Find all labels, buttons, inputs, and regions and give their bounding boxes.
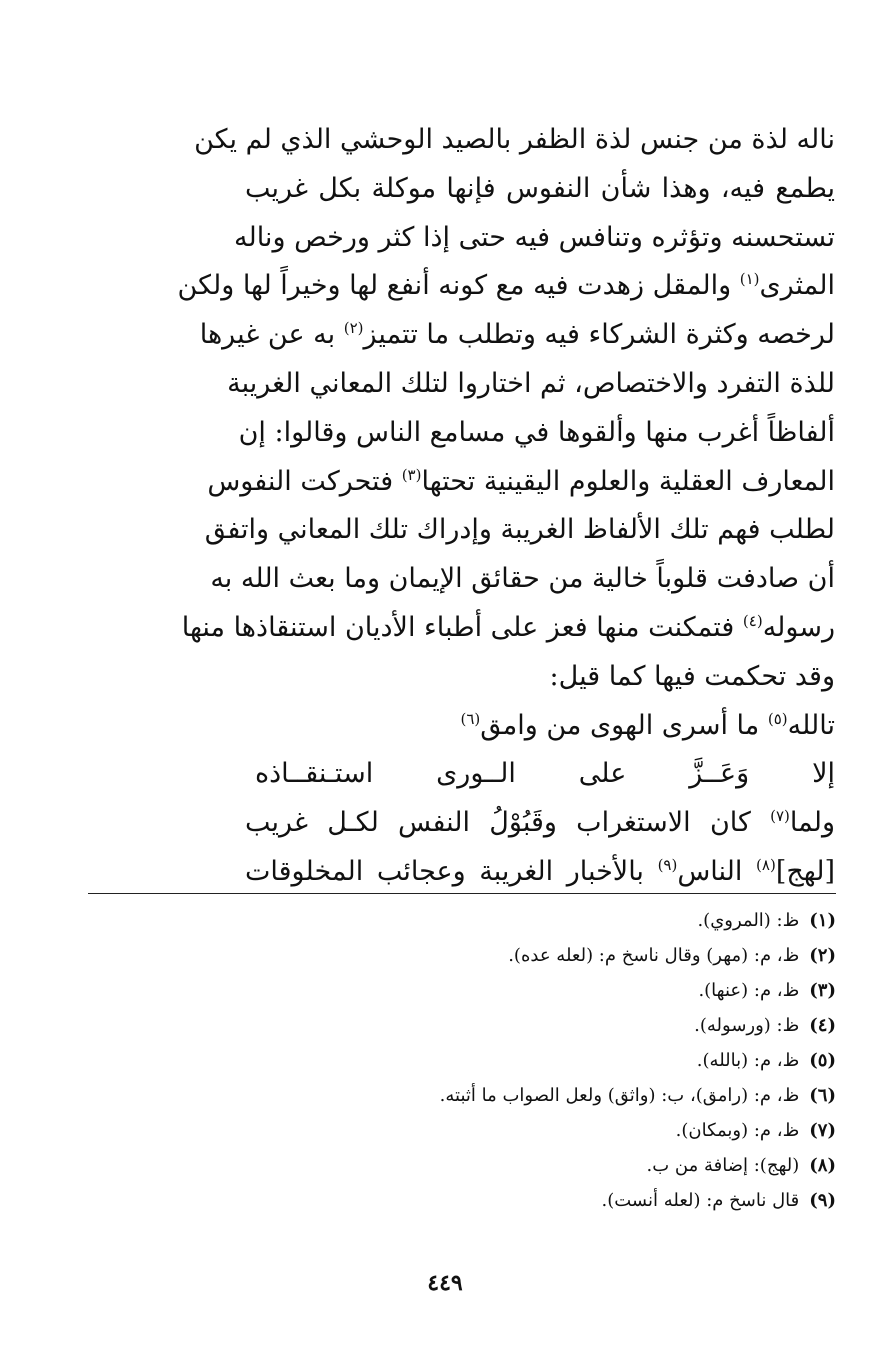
text-line-3: تستحسنه وتؤثره وتنافس فيه حتى إذا كثر ورخص وناله — [234, 221, 835, 253]
text-line-11: رسوله$^{(٤)}$ فتمكنت منها فعز على أطباء الأديان استنقاذها منها — [181, 611, 835, 643]
footnote-number: (٤) — [809, 1015, 836, 1036]
footnote-ref-2: (٢) — [343, 319, 364, 338]
footnote-text: ظ، م: (مهر) وقال ناسخ م: (لعله عده). — [508, 945, 800, 966]
footnote-ref-5: (٥) — [767, 709, 788, 728]
text-line-6: للذة التفرد والاختصاص، ثم اختاروا لتلك المعاني الغريبة — [227, 367, 835, 399]
footnote-text: ظ، م: (وبمكان). — [675, 1120, 800, 1141]
text-line-7: ألفاظاً أغرب منها وألقوها في مسامع الناس وقالوا: إن — [238, 416, 835, 448]
footnote-ref-8: (٨) — [756, 855, 776, 874]
footnote-number: (٥) — [809, 1050, 836, 1071]
text-line-4: المثرى$^{(١)}$ والمقل زهدت فيه مع كونه أنفع لها وخيراً لها ولكن — [177, 270, 835, 302]
footnote-number: (٣) — [809, 980, 836, 1001]
footnote-text: ظ، م: (رامق)، ب: (واثق) ولعل الصواب ما أثبته. — [439, 1085, 800, 1106]
text-line-2: يطمع فيه، وهذا شأن النفوس فإنها موكلة بكل غريب — [245, 172, 835, 204]
footnote-2 — [88, 938, 836, 973]
text-line-9: لطلب فهم تلك الألفاظ الغريبة وإدراك تلك المعاني واتفق — [204, 514, 835, 546]
footnote-6 — [88, 1078, 836, 1113]
footnote-number: (١) — [809, 910, 836, 931]
footnote-4 — [88, 1008, 836, 1043]
footnote-9 — [88, 1183, 836, 1218]
text-line-8: المعارف العقلية والعلوم اليقينية تحتها$^{(٣)}$ فتحركت النفوس — [207, 465, 835, 497]
footnote-number: (٩) — [809, 1190, 836, 1211]
footnote-divider — [88, 893, 836, 894]
footnote-ref-9: (٩) — [657, 855, 678, 874]
text-line-15: ولما$^{(٧)}$ كان الاستغراب وقَبُوْلُ النفس لكـل غريب — [245, 807, 835, 839]
footnote-8 — [88, 1148, 836, 1183]
footnote-3 — [88, 973, 836, 1008]
text-line-5: لرخصه وكثرة الشركاء فيه وتطلب ما تتميز$^{(٢)}$ به عن غيرها — [199, 319, 835, 351]
text-line-16: [لهج]$^{(٨)}$ الناس$^{(٩)}$ بالأخبار الغريبة وعجائب المخلوقات — [245, 855, 835, 887]
verse-line-1: تالله$^{(٥)}$ ما أسرى الهوى من وامق$^{(٦)}$ — [460, 709, 835, 741]
footnotes — [88, 903, 836, 1218]
footnote-ref-4: (٤) — [742, 611, 763, 630]
footnote-text: ظ، م: (عنها). — [698, 980, 800, 1001]
footnote-ref-3: (٣) — [401, 465, 422, 484]
verse-line-2: إلا وَعَــزَّ على الــورى استـنقــاذه — [255, 758, 835, 790]
footnote-text: ظ، م: (بالله). — [696, 1050, 800, 1071]
footnote-text: ظ: (المروي). — [697, 910, 800, 931]
text-line-12: وقد تحكمت فيها كما قيل: — [549, 660, 835, 692]
footnote-7 — [88, 1113, 836, 1148]
footnote-text: ظ: (ورسوله). — [694, 1015, 800, 1036]
footnote-number: (٦) — [809, 1085, 836, 1106]
footnote-ref-1: (١) — [739, 270, 760, 289]
footnote-number: (٨) — [809, 1155, 836, 1176]
footnote-number: (٢) — [809, 945, 836, 966]
footnote-number: (٧) — [809, 1120, 836, 1141]
footnote-1 — [88, 903, 836, 938]
footnote-ref-7: (٧) — [770, 807, 790, 826]
main-text — [177, 116, 835, 897]
text-line-1: ناله لذة من جنس لذة الظفر بالصيد الوحشي الذي لم يكن — [194, 124, 835, 155]
footnote-5 — [88, 1043, 836, 1078]
text-line-10: أن صادفت قلوباً خالية من حقائق الإيمان وما بعث الله به — [210, 563, 835, 595]
footnote-text: قال ناسخ م: (لعله أنست). — [601, 1190, 800, 1211]
footnote-text: (لهج): إضافة من ب. — [646, 1155, 800, 1176]
page-number: ٤٤٩ — [427, 1270, 463, 1296]
footnote-ref-6: (٦) — [460, 709, 481, 728]
